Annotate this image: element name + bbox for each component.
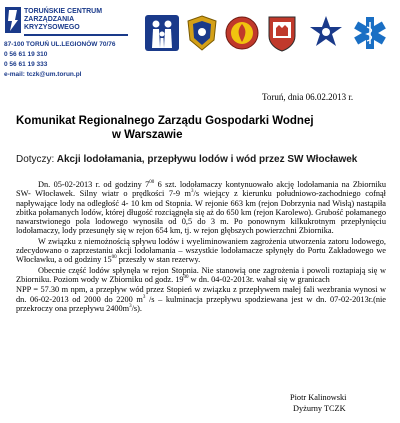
ambulance-star-of-life-icon bbox=[352, 14, 388, 52]
phone-1: 0 56 61 19 310 bbox=[4, 51, 48, 58]
title-line-1: Komunikat Regionalnego Zarządu Gospodarki Wodnej bbox=[16, 115, 314, 127]
title-line-2: w Warszawie bbox=[112, 129, 183, 141]
phone-2: 0 56 61 19 333 bbox=[4, 61, 48, 68]
address: 87-100 TORUŃ UL.LEGIONÓW 70/76 bbox=[4, 41, 116, 48]
service-icons bbox=[138, 14, 398, 54]
crisis-logo-icon bbox=[4, 6, 22, 34]
paragraph-1: Dn. 05-02-2013 r. od godziny $7^{00}$ 6 szt. lodołamaczy kontynuowało akcję lodołamania na Zbiorniku SW- Włocławek. Silny wiatr o prędkości 7-9 $m^3/s$ wiejący z kierunku południowo-zachodniego cofnął napływające lody na odległość 4- 10 km od Stopnia. W rejonie 663 km (rejon Dobrzynia nad Wisłą) nastąpiła zbitka połamanych lodów, której długość rozciągnęła się aż do 650 km (rejon Karolewo). Grubość połamanego nawarstwionego pola lodowego wynosiła od 0,5 do 3 m. Po ponownym kilkukrotnym przepłynięciu lodołamaczy, lody przesunęły się w rejon 654 km, tj. w rejon głębszych powierzchni Zbiornika. bbox=[16, 180, 387, 236]
family-icon bbox=[144, 14, 180, 52]
document-title bbox=[16, 114, 386, 142]
organization-name: TORUŃSKIE CENTRUM ZARZĄDZANIA KRYZYSOWEGO bbox=[24, 8, 128, 36]
city-guard-icon bbox=[264, 14, 300, 52]
document-date: Toruń, dnia 06.02.2013 r. bbox=[262, 92, 354, 102]
signature-role: Dyżurny TCZK bbox=[293, 404, 346, 413]
signature-block bbox=[290, 392, 346, 414]
letterhead bbox=[0, 0, 400, 88]
email: e-mail: tczk@um.torun.pl bbox=[4, 71, 82, 78]
police-star-icon bbox=[308, 14, 344, 52]
signature-name: Piotr Kalinowski bbox=[290, 393, 347, 402]
contact-block bbox=[4, 40, 128, 80]
paragraph-3: Obecnie część lodów spłynęła w rejon Stopnia. Nie stanowią one zagrożenia i powoli roztapiają się w Zbiorniku. Poziom wody w Zbiorniku od godz. $19^{00}$ w dn. 04-02-2013r. wahał się w granicach bbox=[16, 265, 386, 284]
subject-text: Akcji lodołamania, przepływu lodów i wód przez SW Włocławek bbox=[56, 154, 358, 165]
communique-body bbox=[16, 180, 386, 314]
paragraph-4: NPP = 57.30 m npm, a przepływ wód przez Stopień w związku z przepływem małej fali wezbrania wynosi w dn. 06-02-2013 od 2000 do 2200 $m^3$ /s – kulminacja przepływu spodziewana jest w dn. 07-02-2013r.(nie przekroczy ona przepływu $2400m^3/s$). bbox=[16, 285, 386, 313]
fire-brigade-icon bbox=[224, 14, 260, 52]
tczk-logo bbox=[4, 6, 124, 36]
subject-label: Dotyczy: bbox=[16, 154, 55, 165]
paragraph-2: W związku z niemożnością spływu lodów i wyeliminowaniem zagrożenia utworzenia zatoru lodowego, zdecydowano o zaprzestaniu akcji lodołamania – wszystkie lodołamacze spłynęły do Portu Zakładowego we Włocławku, a od godziny $15^{00}$ przeszły w stan rezerwy. bbox=[16, 236, 386, 265]
police-badge-icon bbox=[184, 14, 220, 52]
subject-line bbox=[16, 153, 386, 166]
